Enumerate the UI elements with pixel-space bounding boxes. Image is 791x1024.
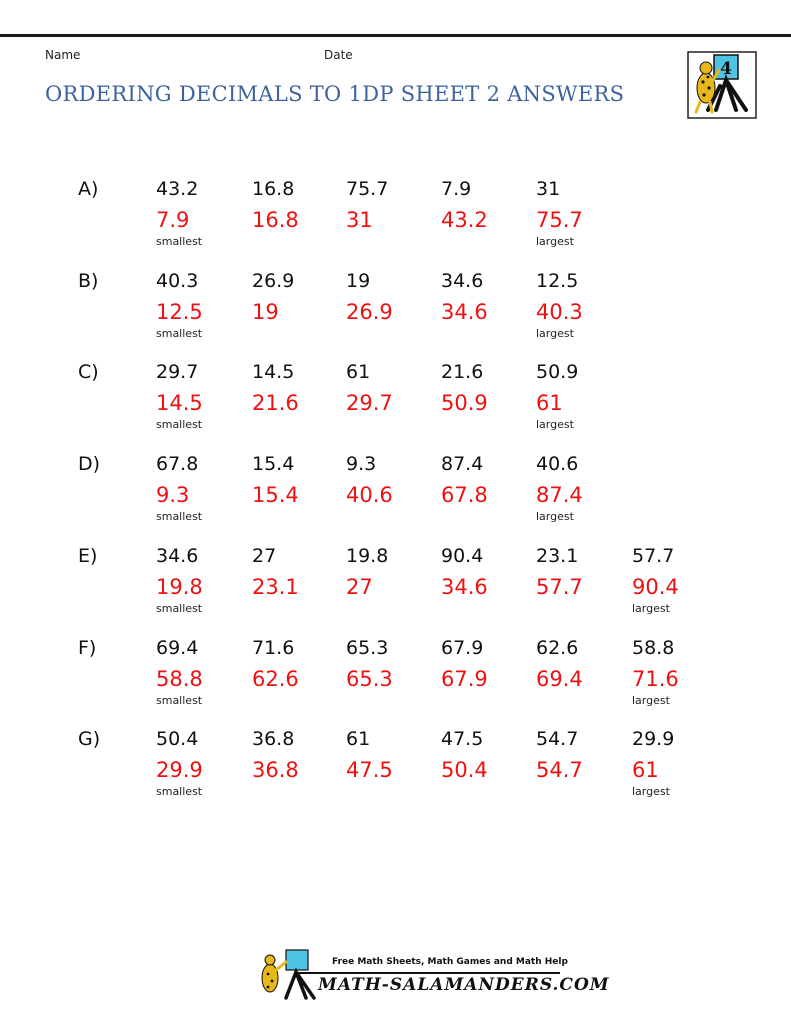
logo-number: 4 [720, 59, 732, 79]
answer-number: 69.4 [536, 666, 583, 691]
problem-cell [156, 177, 246, 248]
answer-number: 9.3 [156, 483, 190, 508]
problem-letter: F) [78, 636, 97, 659]
problem-cell [346, 360, 436, 416]
problem-cell [156, 269, 246, 340]
problem-row [0, 452, 791, 532]
answer-number: 71.6 [632, 666, 679, 691]
smallest-label: smallest [156, 418, 203, 432]
problem-cell [252, 360, 342, 416]
answer-number: 90.4 [632, 574, 679, 599]
footer-tagline: Free Math Sheets, Math Games and Math Help [332, 957, 568, 967]
name-label: Name [45, 48, 81, 62]
answer-number: 27 [346, 574, 373, 599]
question-number: 65.3 [346, 636, 389, 659]
problem-cell [441, 727, 531, 783]
problem-cell [156, 360, 246, 431]
question-number: 7.9 [441, 178, 472, 200]
question-number: 34.6 [156, 544, 199, 567]
answer-number: 29.9 [156, 758, 203, 783]
answer-number: 19.8 [156, 574, 203, 599]
problem-cell [252, 544, 342, 600]
top-rule [0, 34, 791, 37]
question-number: 31 [536, 178, 561, 200]
question-number: 27 [252, 544, 277, 567]
problem-cell [441, 269, 531, 325]
question-number: 21.6 [441, 361, 484, 384]
problem-cell [252, 177, 342, 233]
largest-label: largest [536, 510, 574, 524]
question-number: 47.5 [441, 728, 484, 751]
problem-cell [441, 177, 531, 233]
math-salamanders-logo [686, 50, 758, 120]
answer-number: 58.8 [156, 666, 203, 691]
question-number: 19.8 [346, 544, 389, 567]
answer-number: 12.5 [156, 299, 203, 324]
question-number: 75.7 [346, 178, 389, 200]
answer-number: 7.9 [156, 208, 190, 232]
problem-cell [252, 452, 342, 508]
question-number: 14.5 [252, 361, 295, 384]
largest-label: largest [536, 235, 574, 248]
footer-logo [256, 948, 318, 1002]
answer-number: 61 [632, 758, 659, 783]
smallest-label: smallest [156, 235, 203, 248]
problem-letter: G) [78, 728, 101, 751]
question-number: 23.1 [536, 544, 579, 567]
problem-row [0, 360, 791, 440]
question-number: 40.3 [156, 269, 199, 292]
answer-number: 29.7 [346, 391, 393, 416]
problem-letter: C) [78, 361, 99, 384]
problem-cell [346, 177, 436, 233]
question-number: 71.6 [252, 636, 295, 659]
question-number: 9.3 [346, 453, 377, 476]
answer-number: 57.7 [536, 574, 583, 599]
problem-cell [156, 544, 246, 615]
answer-number: 87.4 [536, 483, 583, 508]
question-number: 54.7 [536, 728, 579, 751]
problem-cell [346, 544, 436, 600]
largest-label: largest [536, 418, 574, 432]
footer-rule [298, 972, 560, 974]
question-number: 61 [346, 728, 371, 751]
answer-number: 50.4 [441, 758, 488, 783]
smallest-label: smallest [156, 601, 203, 615]
question-number: 15.4 [252, 453, 295, 476]
footer-salamander-icon [262, 964, 278, 992]
question-number: 12.5 [536, 269, 579, 292]
answer-number: 67.8 [441, 483, 488, 508]
question-number: 26.9 [252, 269, 295, 292]
answer-number: 65.3 [346, 666, 393, 691]
question-number: 50.9 [536, 361, 579, 384]
problem-cell [632, 727, 722, 798]
problem-cell [346, 269, 436, 325]
answer-number: 31 [346, 208, 373, 232]
problem-cell [536, 452, 626, 523]
answer-number: 26.9 [346, 299, 393, 324]
problem-letter: A) [78, 178, 99, 200]
date-label: Date [324, 48, 353, 62]
problem-cell [632, 544, 722, 615]
problem-cell [536, 269, 626, 340]
problem-cell [346, 727, 436, 783]
question-number: 34.6 [441, 269, 484, 292]
answer-number: 16.8 [252, 208, 299, 232]
answer-number: 34.6 [441, 299, 488, 324]
largest-label: largest [632, 693, 670, 707]
answer-number: 62.6 [252, 666, 299, 691]
question-number: 58.8 [632, 636, 675, 659]
smallest-label: smallest [156, 693, 203, 707]
question-number: 40.6 [536, 453, 579, 476]
page-title: ORDERING DECIMALS TO 1DP SHEET 2 ANSWERS [45, 82, 625, 106]
problem-letter: B) [78, 269, 99, 292]
problem-cell [441, 452, 531, 508]
problem-cell [156, 452, 246, 523]
problem-cell [536, 636, 626, 692]
answer-number: 19 [252, 299, 279, 324]
problem-row [0, 544, 791, 624]
problem-row [0, 636, 791, 716]
answer-number: 50.9 [441, 391, 488, 416]
problem-cell [536, 727, 626, 783]
answer-number: 23.1 [252, 574, 299, 599]
problem-row [0, 177, 791, 257]
problem-letter: D) [78, 453, 101, 476]
problem-cell [346, 452, 436, 508]
answer-number: 40.6 [346, 483, 393, 508]
largest-label: largest [536, 326, 574, 340]
problem-cell [252, 727, 342, 783]
answer-number: 54.7 [536, 758, 583, 783]
problem-cell [441, 544, 531, 600]
question-number: 50.4 [156, 728, 199, 751]
problem-cell [536, 177, 626, 248]
problem-cell [536, 544, 626, 600]
question-number: 29.7 [156, 361, 199, 384]
question-number: 67.8 [156, 453, 199, 476]
salamander-icon [697, 73, 715, 103]
problem-cell [346, 636, 436, 692]
answer-number: 14.5 [156, 391, 203, 416]
problem-cell [252, 636, 342, 692]
smallest-label: smallest [156, 785, 203, 799]
problem-cell [441, 360, 531, 416]
problem-cell [252, 269, 342, 325]
answer-number: 61 [536, 391, 563, 416]
question-number: 57.7 [632, 544, 675, 567]
answer-number: 75.7 [536, 208, 583, 232]
question-number: 69.4 [156, 636, 199, 659]
smallest-label: smallest [156, 326, 203, 340]
question-number: 62.6 [536, 636, 579, 659]
problem-cell [536, 360, 626, 431]
question-number: 67.9 [441, 636, 484, 659]
question-number: 29.9 [632, 728, 675, 751]
question-number: 16.8 [252, 178, 295, 200]
question-number: 43.2 [156, 178, 199, 200]
question-number: 87.4 [441, 453, 484, 476]
question-number: 90.4 [441, 544, 484, 567]
answer-number: 43.2 [441, 208, 488, 232]
largest-label: largest [632, 601, 670, 615]
answer-number: 36.8 [252, 758, 299, 783]
answer-number: 34.6 [441, 574, 488, 599]
smallest-label: smallest [156, 510, 203, 524]
largest-label: largest [632, 785, 670, 799]
question-number: 36.8 [252, 728, 295, 751]
problem-cell [441, 636, 531, 692]
answer-number: 21.6 [252, 391, 299, 416]
question-number: 61 [346, 361, 371, 384]
answer-number: 40.3 [536, 299, 583, 324]
problem-cell [156, 727, 246, 798]
problem-cell [632, 636, 722, 707]
footer-site-name: MATH-SALAMANDERS.COM [318, 975, 610, 995]
problem-row [0, 727, 791, 807]
problem-row [0, 269, 791, 349]
problem-cell [156, 636, 246, 707]
answer-number: 47.5 [346, 758, 393, 783]
answer-number: 15.4 [252, 483, 299, 508]
problem-letter: E) [78, 544, 98, 567]
answer-number: 67.9 [441, 666, 488, 691]
question-number: 19 [346, 269, 371, 292]
